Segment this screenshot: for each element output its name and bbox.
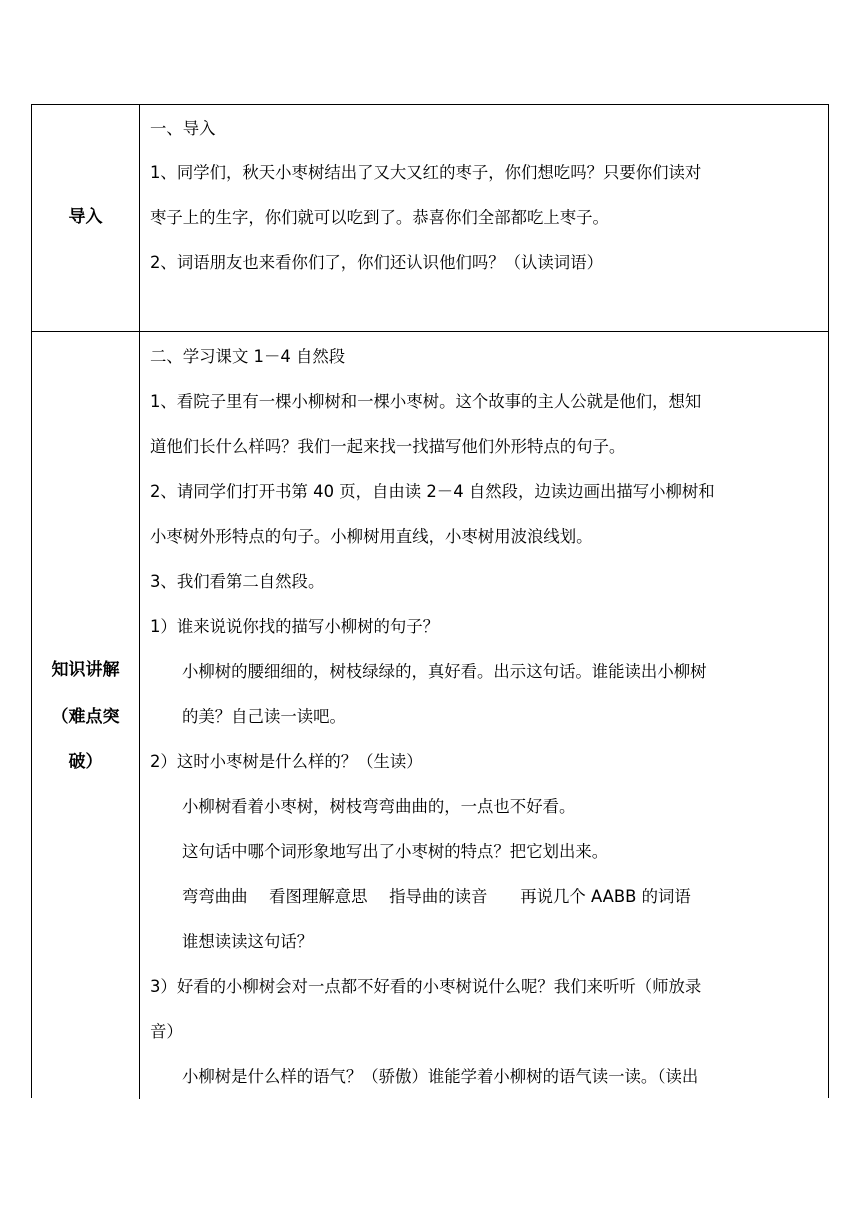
paragraph-line: 这句话中哪个词形象地写出了小枣树的特点？把它划出来。	[182, 842, 609, 861]
paragraph-line: 2、词语朋友也来看你们了，你们还认识他们吗？（认读词语）	[150, 253, 603, 272]
section-heading: 二、学习课文 1－4 自然段	[150, 347, 346, 366]
row-content-cell	[141, 332, 828, 1099]
paragraph-line: 弯弯曲曲 看图理解意思 指导曲的读音 再说几个 AABB 的词语	[182, 887, 691, 906]
paragraph-line: 小柳树是什么样的语气？（骄傲）谁能学着小柳树的语气读一读。（读出	[182, 1067, 699, 1086]
row-label-line: （难点突	[51, 707, 120, 727]
row-label-line: 破）	[68, 752, 103, 772]
paragraph-line: 3）好看的小柳树会对一点都不好看的小枣树说什么呢？我们来听听（师放录	[150, 977, 702, 996]
paragraph-line: 1、同学们，秋天小枣树结出了又大又红的枣子，你们想吃吗？只要你们读对	[150, 163, 702, 182]
paragraph-line: 道他们长什么样吗？我们一起来找一找描写他们外形特点的句子。	[150, 437, 626, 456]
paragraph-line: 1）谁来说说你找的描写小柳树的句子？	[150, 617, 440, 636]
row-label-line: 知识讲解	[51, 660, 120, 680]
lesson-plan-table	[31, 104, 829, 1098]
paragraph-line: 1、看院子里有一棵小柳树和一棵小枣树。这个故事的主人公就是他们，想知	[150, 392, 702, 411]
row-label-cell	[32, 332, 140, 1099]
paragraph-line: 2）这时小枣树是什么样的？（生读）	[150, 752, 423, 771]
paragraph-line: 音）	[150, 1022, 183, 1041]
paragraph-line: 2、请同学们打开书第 40 页，自由读 2－4 自然段，边读边画出描写小柳树和	[150, 482, 715, 501]
paragraph-line: 小柳树的腰细细的，树枝绿绿的，真好看。出示这句话。谁能读出小柳树	[182, 662, 707, 681]
paragraph-line: 3、我们看第二自然段。	[150, 572, 325, 591]
table-row-knowledge	[32, 332, 828, 1099]
paragraph-line: 谁想读读这句话？	[182, 932, 314, 951]
paragraph-line: 枣子上的生字，你们就可以吃到了。恭喜你们全部都吃上枣子。	[150, 208, 609, 227]
paragraph-line: 小枣树外形特点的句子。小柳树用直线，小枣树用波浪线划。	[150, 527, 593, 546]
row-content-cell	[141, 105, 828, 331]
row-label-cell	[32, 105, 140, 331]
section-heading: 一、导入	[150, 119, 216, 138]
table-row-intro	[32, 105, 828, 332]
paragraph-line: 小柳树看着小枣树，树枝弯弯曲曲的，一点也不好看。	[182, 797, 576, 816]
paragraph-line: 的美？自己读一读吧。	[182, 707, 346, 726]
row-label-intro: 导入	[68, 207, 103, 227]
